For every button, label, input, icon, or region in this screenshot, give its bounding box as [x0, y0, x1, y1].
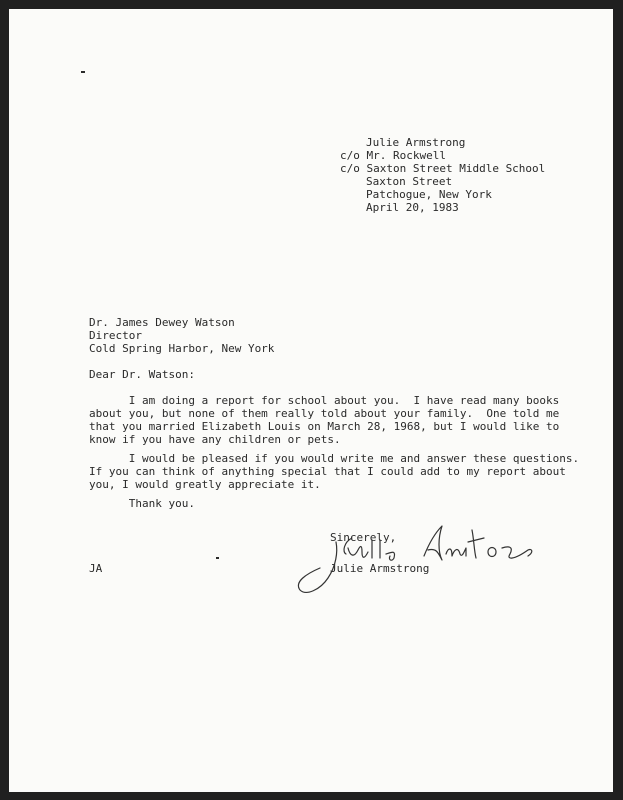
sender-co-line-2: c/o Saxton Street Middle School [340, 162, 546, 175]
recipient-title: Director [89, 329, 142, 342]
recipient-name: Dr. James Dewey Watson [89, 316, 235, 329]
sender-co-line-1: c/o Mr. Rockwell [340, 149, 446, 162]
sender-name: Julie Armstrong [366, 136, 466, 149]
sender-city: Patchogue, New York [366, 188, 492, 201]
closing: Sincerely, [330, 531, 397, 544]
initials: JA [89, 562, 103, 575]
sender-street: Saxton Street [366, 175, 453, 188]
typed-name: Julie Armstrong [330, 562, 430, 575]
body-paragraph-2: I would be pleased if you would write me and answer these questions. If you can think of anything special that I could add to my report about you, I would greatly appreciate it. [89, 452, 580, 491]
body-paragraph-1: I am doing a report for school about you. I have read many books about you, but none of them really told about your family. One told me that you married Elizabeth Louis on March 28, 1968, but I would like to know if you have any children or pets. [89, 394, 560, 446]
stray-mark [216, 557, 219, 559]
recipient-location: Cold Spring Harbor, New York [89, 342, 275, 355]
letter-page [9, 9, 613, 792]
stray-mark [81, 71, 85, 73]
salutation: Dear Dr. Watson: [89, 368, 195, 381]
body-paragraph-3: Thank you. [89, 497, 195, 510]
letter-date: April 20, 1983 [366, 201, 459, 214]
handwritten-signature [292, 516, 542, 600]
